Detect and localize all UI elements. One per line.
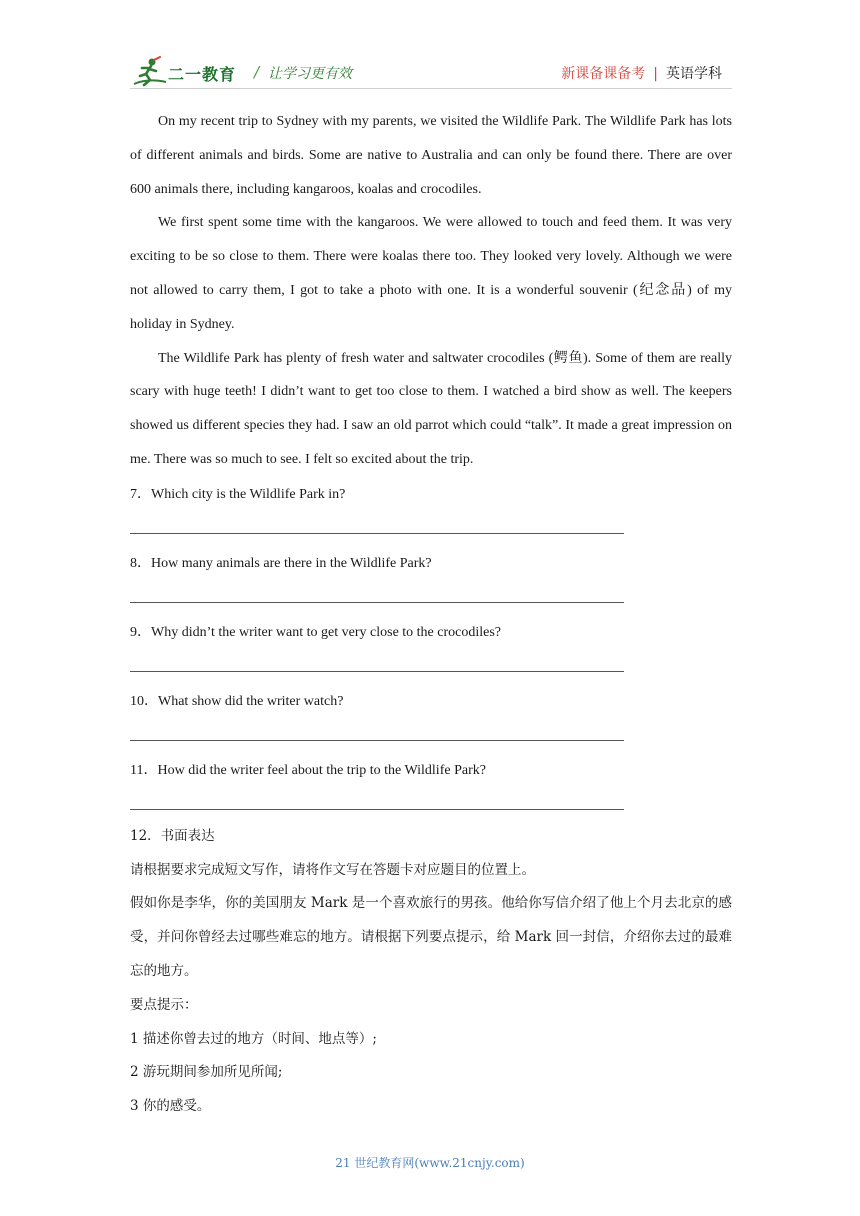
runner-icon: [130, 56, 170, 90]
question-8: 8．How many animals are there in the Wildlife Park?: [130, 555, 432, 571]
logo-text: 二一教育: [168, 65, 237, 84]
question-11: 11．How did the writer feel about the trip to the Wildlife Park?: [130, 762, 486, 778]
question-7: 7．Which city is the Wildlife Park in?: [130, 486, 346, 502]
question-list: [130, 485, 732, 810]
header-subject: [561, 63, 722, 83]
points-title: 要点提示：: [130, 996, 198, 1013]
writing-prompt: 假如你是李华，你的美国朋友 Mark 是一个喜欢旅行的男孩。他给你写信介绍了他上个月去北京的感受，并问你曾经去过哪些难忘的地方。请根据下列要点提示，给 Mark 回一封信，介绍你去过的最难忘的地方。: [130, 895, 732, 979]
passage-paragraph-2: We first spent some time with the kangaroos. We were allowed to touch and feed them. It was very exciting to be so close to them. There were koalas there too. They looked very lovely. Although we were not allowed to carry them, I got to take a photo with one. It is a wonderful souvenir (纪念品) of my holiday in Sydney.: [130, 215, 732, 332]
document-body: [130, 105, 732, 1124]
point-2: 2 游玩期间参加所见所闻;: [130, 1064, 283, 1081]
slogan-separator: /: [254, 63, 260, 81]
writing-instruction: 请根据要求完成短文写作，请将作文写在答题卡对应题目的位置上。: [130, 861, 535, 878]
question-10: 10．What show did the writer watch?: [130, 693, 344, 709]
writing-title: 12．书面表达: [130, 827, 215, 844]
header-divider: |: [653, 66, 658, 82]
passage-paragraph-1: On my recent trip to Sydney with my parents, we visited the Wildlife Park. The Wildlife Park has lots of different animals and birds. Some are native to Australia and can only be found there. There are over 600 animals there, including kangaroos, koalas and crocodiles.: [130, 114, 732, 197]
page-footer[interactable]: 21 世纪教育网(www.21cnjy.com): [335, 1156, 525, 1170]
answer-line-8[interactable]: [130, 602, 624, 603]
answer-line-11[interactable]: [130, 809, 624, 810]
point-1: 1 描述你曾去过的地方（时间、地点等）;: [130, 1030, 377, 1047]
answer-line-10[interactable]: [130, 740, 624, 741]
header-rule: [130, 88, 732, 89]
writing-task: [130, 820, 732, 1124]
brand-logo: [130, 56, 240, 90]
slogan: 让学习更有效: [268, 66, 352, 82]
answer-line-7[interactable]: [130, 533, 624, 534]
header-course-label: 新课备课备考: [561, 66, 646, 82]
page-header: [130, 56, 730, 92]
header-subject-label: 英语学科: [666, 66, 722, 82]
question-9: 9．Why didn’t the writer want to get very close to the crocodiles?: [130, 624, 502, 640]
answer-line-9[interactable]: [130, 671, 624, 672]
point-3: 3 你的感受。: [130, 1098, 211, 1115]
passage-paragraph-3: The Wildlife Park has plenty of fresh water and saltwater crocodiles (鳄鱼). Some of them are really scary with huge teeth! I didn’t want to get too close to them. I watched a bird show as well. The keepers showed us different species they had. I saw an old parrot which could “talk”. It made a great impression on me. There was so much to see. I felt so excited about the trip.: [130, 350, 732, 467]
